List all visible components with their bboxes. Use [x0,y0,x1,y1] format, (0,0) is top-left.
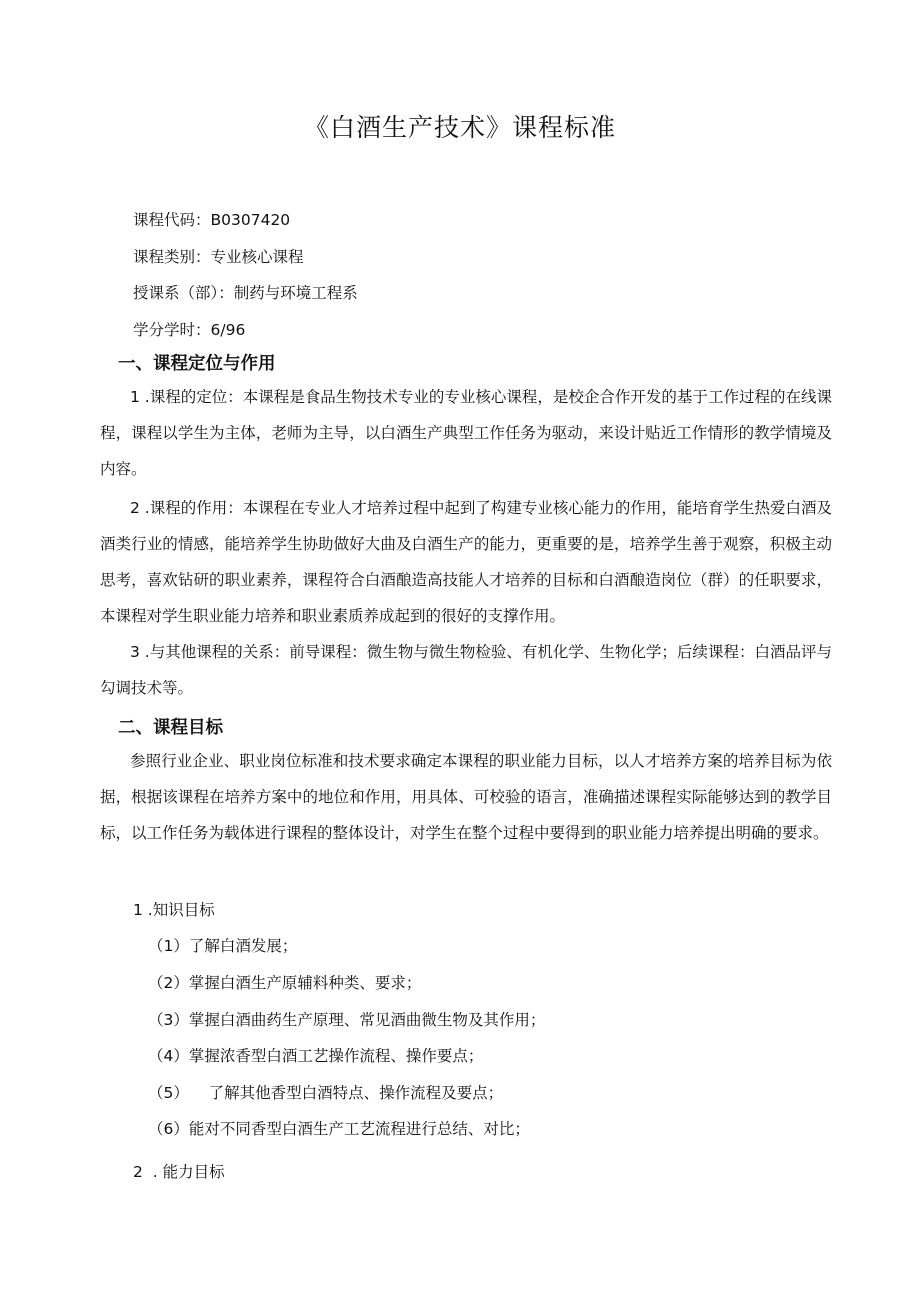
knowledge-objectives-heading: 1 .知识目标 [133,901,215,919]
document-title: 《白酒生产技术》课程标准 [303,113,616,142]
course-relations-paragraph: 3 .与其他课程的关系：前导课程：微生物与微生物检验、有机化学、生物化学；后续课程：白酒品评与勾调技术等。 [100,643,832,697]
section2-heading: 二、课程目标 [118,718,223,738]
course-category: 课程类别：专业核心课程 [133,248,304,266]
knowledge-item: （5） 了解其他香型白酒特点、操作流程及要点； [148,1084,504,1102]
ability-objectives-heading: 2 . 能力目标 [133,1163,225,1181]
teaching-department: 授课系（部）：制药与环境工程系 [133,284,358,302]
credits-hours: 学分学时：6/96 [133,321,246,339]
knowledge-item: （6）能对不同香型白酒生产工艺流程进行总结、对比； [148,1120,530,1138]
course-positioning-paragraph: 1 .课程的定位：本课程是食品生物技术专业的专业核心课程，是校企合作开发的基于工作过程的在线课程，课程以学生为主体，老师为主导，以白酒生产典型工作任务为驱动，来设计贴近工作情形的教学情境及内容。 [100,388,832,478]
course-objectives-intro: 参照行业企业、职业岗位标准和技术要求确定本课程的职业能力目标，以人才培养方案的培养目标为依据，根据该课程在培养方案中的地位和作用，用具体、可校验的语言，准确描述课程实际能够达到的教学目标，以工作任务为载体进行课程的整体设计，对学生在整个过程中要得到的职业能力培养提出明确的要求。 [100,752,832,842]
course-code: 课程代码：B0307420 [133,211,291,229]
knowledge-item: （3）掌握白酒曲药生产原理、常见酒曲微生物及其作用； [148,1011,546,1029]
course-role-paragraph: 2 .课程的作用：本课程在专业人才培养过程中起到了构建专业核心能力的作用，能培育学生热爱白酒及酒类行业的情感，能培养学生协助做好大曲及白酒生产的能力，更重要的是，培养学生善于观察，积极主动思考，喜欢钻研的职业素养，课程符合白酒酿造高技能人才培养的目标和白酒酿造岗位（群）的任职要求，本课程对学生职业能力培养和职业素质养成起到的很好的支撑作用。 [100,499,832,625]
knowledge-item: （2）掌握白酒生产原辅料种类、要求； [148,974,422,992]
section1-heading: 一、课程定位与作用 [118,354,276,374]
knowledge-item: （1）了解白酒发展； [148,937,298,955]
knowledge-item: （4）掌握浓香型白酒工艺操作流程、操作要点； [148,1047,484,1065]
